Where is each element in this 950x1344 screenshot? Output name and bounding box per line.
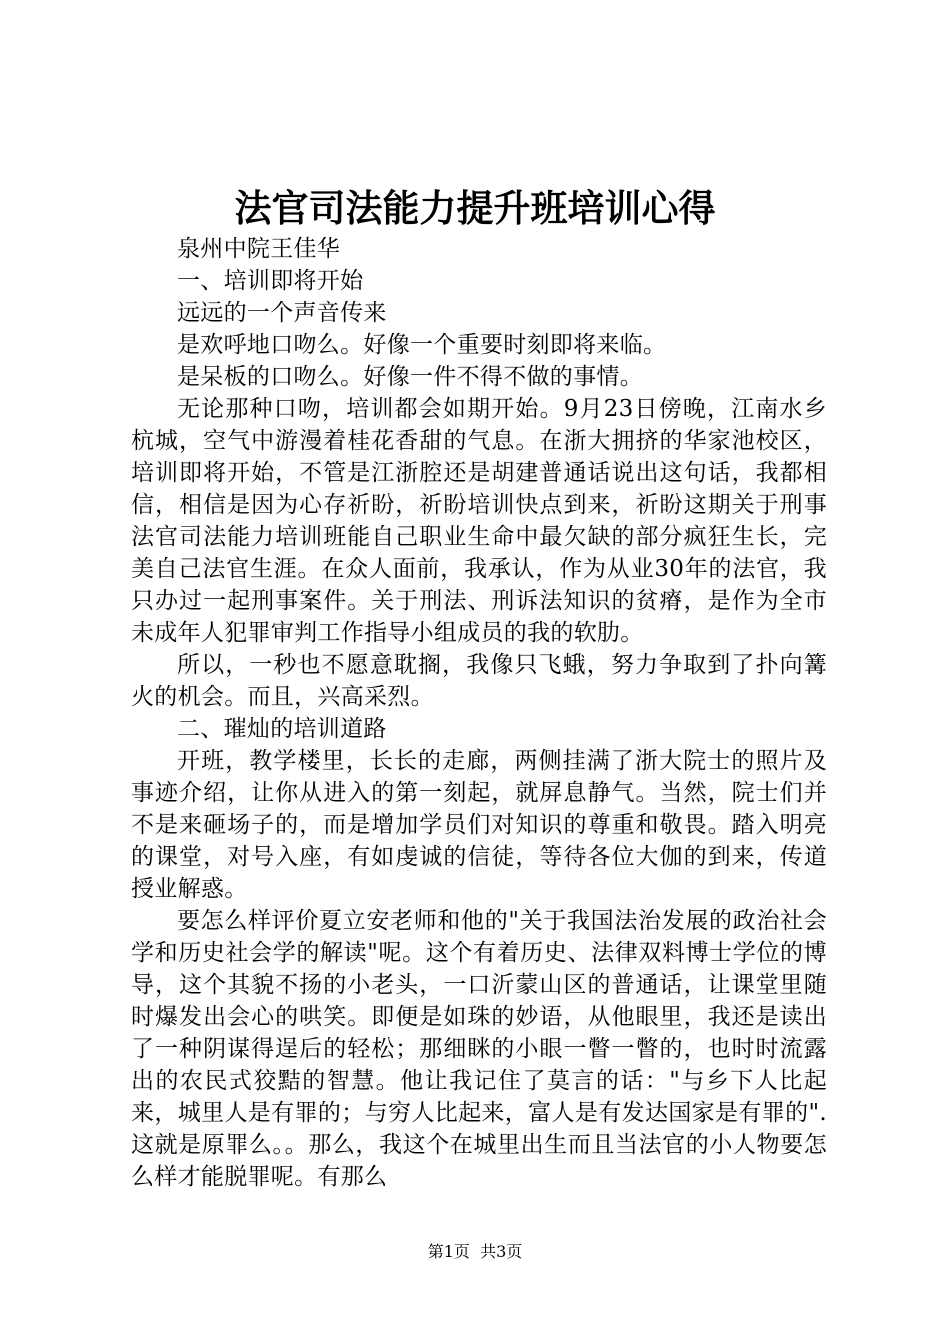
paragraph: 无论那种口吻，培训都会如期开始。9月23日傍晚，江南水乡杭城，空气中游漫着桂花香甜的气息。在浙大拥挤的华家池校区，培训即将开始，不管是江浙腔还是胡建普通话说出这句话，我都相信，相信是因为心存祈盼，祈盼培训快点到来，祈盼这期关于刑事法官司法能力培训班能自己职业生命中最欠缺的部分疯狂生长，完美自己法官生涯。在众人面前，我承认，作为从业30年的法官，我只办过一起刑事案件。关于刑法、刑诉法知识的贫瘠，是作为全市未成年人犯罪审判工作指导小组成员的我的软肋。	[131, 396, 827, 646]
page-number: 第1页 共3页	[427, 1242, 523, 1261]
paragraph: 远远的一个声音传来	[177, 300, 387, 326]
document-title: 法官司法能力提升班培训心得	[234, 186, 716, 230]
section-heading: 二、璀灿的培训道路	[177, 716, 387, 742]
paragraph: 要怎么样评价夏立安老师和他的"关于我国法治发展的政治社会学和历史社会学的解读"呢。这个有着历史、法律双料博士学位的博导，这个其貌不扬的小老头，一口沂蒙山区的普通话，让课堂里随时爆发出会心的哄笑。即便是如珠的妙语，从他眼里，我还是读出了一种阴谋得逞后的轻松；那细眯的小眼一瞥一瞥的，也时时流露出的农民式狡黠的智慧。他让我记住了莫言的话："与乡下人比起来，城里人是有罪的；与穷人比起来，富人是有发达国家是有罪的".这就是原罪么。。那么，我这个在城里出生而且当法官的小人物要怎么样才能脱罪呢。有那么	[131, 908, 827, 1190]
paragraph: 是呆板的口吻么。好像一件不得不做的事情。	[177, 364, 643, 390]
paragraph: 所以，一秒也不愿意耽搁，我像只飞蛾，努力争取到了扑向篝火的机会。而且，兴高采烈。	[131, 652, 827, 710]
document-body	[131, 233, 827, 1193]
paragraph: 开班，教学楼里，长长的走廊，两侧挂满了浙大院士的照片及事迹介绍，让你从进入的第一刻起，就屏息静气。当然，院士们并不是来砸场子的，而是增加学员们对知识的尊重和敬畏。踏入明亮的课堂，对号入座，有如虔诚的信徒，等待各位大伽的到来，传道授业解惑。	[131, 748, 827, 902]
section-heading: 一、培训即将开始	[177, 268, 364, 294]
author-line: 泉州中院王佳华	[177, 236, 341, 262]
page-footer	[0, 1240, 950, 1264]
paragraph: 是欢呼地口吻么。好像一个重要时刻即将来临。	[177, 332, 667, 358]
